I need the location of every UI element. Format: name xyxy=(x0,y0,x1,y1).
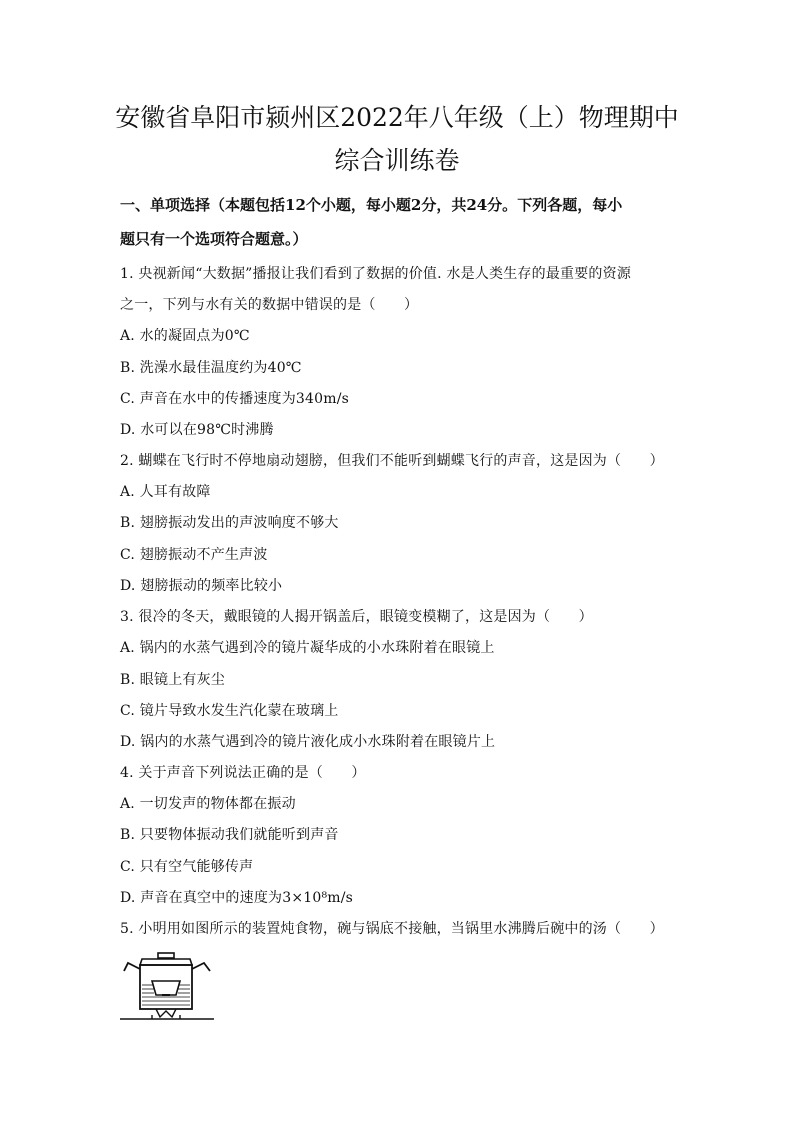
section-heading-line-1: 一、单项选择（本题包括12个小题，每小题2分，共24分。下列各题，每小 xyxy=(120,196,623,214)
question-4-option-c: C. 只有空气能够传声 xyxy=(120,859,254,875)
question-4-stem: 4. 关于声音下列说法正确的是（ ） xyxy=(120,765,366,781)
question-3-stem: 3. 很冷的冬天，戴眼镜的人揭开锅盖后，眼镜变模糊了，这是因为（ ） xyxy=(120,609,593,625)
question-3-option-d: D. 锅内的水蒸气遇到冷的镜片液化成小水珠附着在眼镜片上 xyxy=(120,734,496,750)
pot-lid xyxy=(140,959,192,965)
question-3-option-b: B. 眼镜上有灰尘 xyxy=(120,672,225,688)
question-2-option-b: B. 翅膀振动发出的声波响度不够大 xyxy=(120,515,339,531)
pot-right-handle xyxy=(192,963,210,971)
section-heading-line-2: 题只有一个选项符合题意。） xyxy=(120,230,308,248)
question-3-option-c: C. 镜片导致水发生汽化蒙在玻璃上 xyxy=(120,703,339,719)
question-5-stem: 5. 小明用如图所示的装置炖食物，碗与锅底不接触，当锅里水沸腾后碗中的汤（ ） xyxy=(120,921,664,937)
question-1-option-d: D. 水可以在98℃时沸腾 xyxy=(120,422,274,438)
question-1-line-1: 1. 央视新闻“大数据”播报让我们看到了数据的价值. 水是人类生存的最重要的资源 xyxy=(120,266,632,282)
question-2-option-a: A. 人耳有故障 xyxy=(120,484,211,500)
question-3-option-a: A. 锅内的水蒸气遇到冷的镜片凝华成的小水珠附着在眼镜上 xyxy=(120,640,495,656)
question-1-option-b: B. 洗澡水最佳温度约为40℃ xyxy=(120,360,302,376)
exam-title-line-2: 综合训练卷 xyxy=(334,146,460,175)
question-2-option-d: D. 翅膀振动的频率比较小 xyxy=(120,578,283,594)
pot-left-handle xyxy=(124,963,140,971)
question-1-option-c: C. 声音在水中的传播速度为340m/s xyxy=(120,391,350,407)
question-4-option-a: A. 一切发声的物体都在振动 xyxy=(120,796,296,812)
question-1-line-2: 之一，下列与水有关的数据中错误的是（ ） xyxy=(120,297,419,313)
flame xyxy=(156,1009,176,1017)
bowl xyxy=(152,981,180,995)
question-4-option-d: D. 声音在真空中的速度为3×10⁸m/s xyxy=(120,890,354,906)
question-2-option-c: C. 翅膀振动不产生声波 xyxy=(120,547,268,563)
lid-knob xyxy=(158,953,174,958)
question-4-option-b: B. 只要物体振动我们就能听到声音 xyxy=(120,827,339,843)
question-2-stem: 2. 蝴蝶在飞行时不停地扇动翅膀，但我们不能听到蝴蝶飞行的声音，这是因为（ ） xyxy=(120,453,664,469)
pot-and-bowl-figure xyxy=(118,951,216,1023)
question-1-option-a: A. 水的凝固点为0℃ xyxy=(120,328,250,344)
exam-title-line-1: 安徽省阜阳市颍州区2022年八年级（上）物理期中 xyxy=(115,103,679,132)
